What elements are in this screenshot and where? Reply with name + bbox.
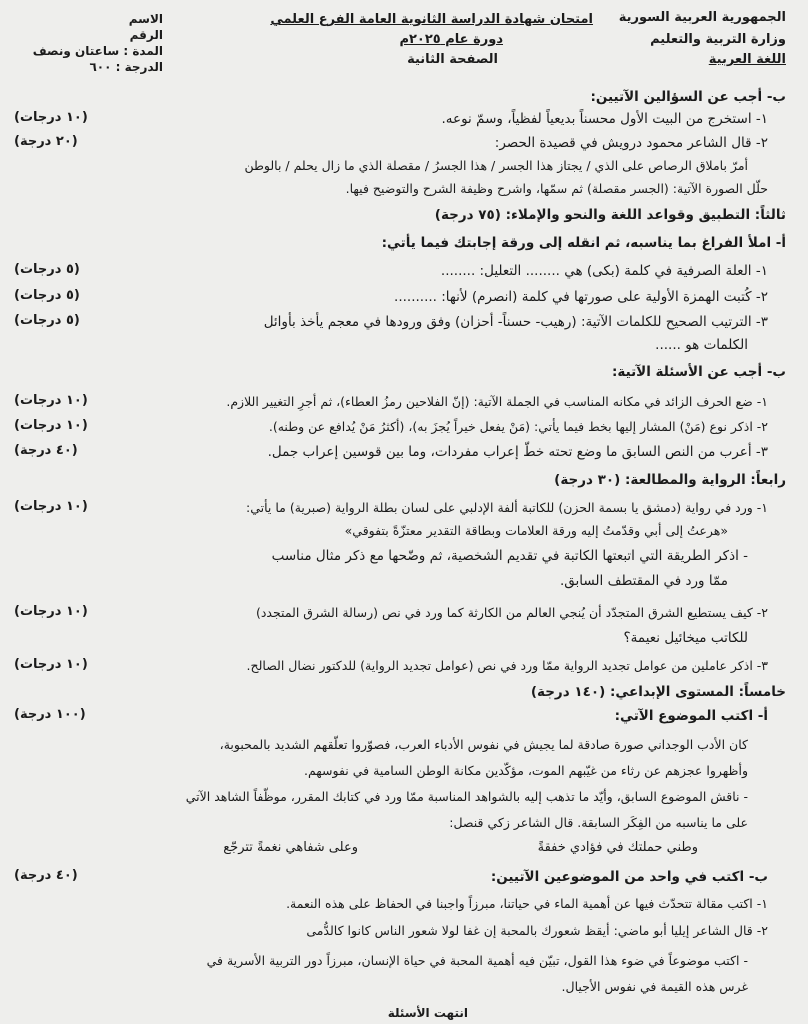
section4-q1-ask: - اذكر الطريقة التي اتبعتها الكاتبة في تقديم الشخصية، ثم وضّحها مع ذكر مثال مناسب <box>271 548 748 564</box>
grade-label: الدرجة : ٦٠٠ <box>89 60 163 74</box>
section3-a1-marks: (٥ درجات) <box>14 262 80 277</box>
section5-a-p4: على ما يناسبه من الفِكَر السابقة. قال الشاعر زكي قنصل: <box>449 815 748 830</box>
section3-a2-marks: (٥ درجات) <box>14 288 80 303</box>
ministry-label: وزارة التربية والتعليم <box>650 32 786 47</box>
question-b2-verse: أمرّ باملاق الرصاص على الذي / يجتاز هذا الجسر / هذا الجسرُ / مقصلة الذي ما زال يحلم / بالوطن <box>244 158 748 173</box>
section4-q1-ask-cont: ممّا ورد في المقتطف السابق. <box>559 573 728 589</box>
section5-title: خامساً: المستوى الإبداعي: (١٤٠ درجة) <box>530 684 786 700</box>
section3-b1: ١- ضع الحرف الزائد في مكانه المناسب في الجملة الآتية: (إنّ الفلاحين رمزُ العطاء)، ثم أجرِ التغيير اللازم. <box>226 394 768 409</box>
section5-b2: ٢- قال الشاعر إيليا أبو ماضي: أيقظ شعورك بالمحبة إن غفا لولا شعور الناس كانوا كالدُّمى <box>306 923 768 938</box>
section4-q2-marks: (١٠ درجات) <box>14 604 88 619</box>
section3-a1: ١- العلة الصرفية في كلمة (بكى) هي ........ التعليل: ........ <box>440 263 768 279</box>
question-b2-instruction: حلّل الصورة الآتية: (الجسر مقصلة) ثم سمّها، واشرح وظيفة الشرح والتوضيح فيها. <box>345 181 768 196</box>
footer-end: انتهت الأسئلة <box>387 1006 468 1020</box>
section5-b1: ١- اكتب مقالة تتحدّث فيها عن أهمية الماء في حياتنا، مبرزاً واجبنا في الحفاظ على هذه النعمة. <box>286 896 768 911</box>
section3-b1-marks: (١٠ درجات) <box>14 393 88 408</box>
page-label: الصفحة الثانية <box>407 52 498 67</box>
section3-part-b-title: ب- أجب عن الأسئلة الآتية: <box>612 364 786 380</box>
section4-q2-cont: للكاتب ميخائيل نعيمة؟ <box>623 630 748 646</box>
section4-q1: ١- ورد في رواية (دمشق يا بسمة الحزن) للكاتبة ألفة الإدلبي على لسان بطلة الرواية (صبرية) ما يأتي: <box>245 500 768 515</box>
section3-b2: ٢- اذكر نوع (مَنْ) المشار إليها بخط فيما يأتي: (مَنْ يفعل خيراً يُجزَ به)، (أكثرُ مَنْ يُدافع عن وطنه). <box>268 419 768 434</box>
exam-title: امتحان شهادة الدراسة الثانوية العامة الفرع العلمي <box>270 12 593 27</box>
section3-b2-marks: (١٠ درجات) <box>14 418 88 433</box>
question-b1-marks: (١٠ درجات) <box>14 110 88 125</box>
section5-a-title: أ- اكتب الموضوع الآتي: <box>614 708 768 724</box>
section4-title: رابعاً: الرواية والمطالعة: (٣٠ درجة) <box>554 472 786 488</box>
section4-q1-quote: «هرعتُ إلى أبي وقدّمتُ إليه ورقة العلامات وبطاقة التقدير معتزّةً بتفوقي» <box>344 523 728 538</box>
section5-a-p3: - ناقش الموضوع السابق، وأيّد ما تذهب إليه بالشواهد المناسبة ممّا ورد في كتابك المقرر، موظّفاً الشاهد الآتي <box>185 789 748 804</box>
section3-a3: ٣- الترتيب الصحيح للكلمات الآتية: (رهيب- حسناً- أحزان) وفق ورودها في معجم يأخذ بأوائل <box>263 314 768 330</box>
section3-a2: ٢- كُتبت الهمزة الأولية على صورتها في كلمة (انصرم) لأنها: .......... <box>394 289 768 305</box>
section3-title: ثالثاً: التطبيق وقواعد اللغة والنحو والإملاء: (٧٥ درجة) <box>434 207 786 223</box>
section4-q2: ٢- كيف يستطيع الشرق المتجدّد أن يُنجي العالم من الكارثة كما ورد في نص (رسالة الشرق المتجدد) <box>255 605 768 620</box>
section3-part-a-title: أ- املأ الفراغ بما يناسبه، ثم انقله إلى ورقة إجابتك فيما يأتي: <box>381 235 786 251</box>
verse-first-hemistich: وطني حملتك في فؤادي خفقةً <box>537 840 698 855</box>
section5-a-marks: (١٠٠ درجة) <box>14 707 86 722</box>
name-label: الاسم <box>128 12 163 26</box>
section5-a-p1: كان الأدب الوجداني صورة صادقة لما يجيش في نفوس الأدباء العرب، فصوّروا تعلّقهم الشديد بالمحبوبة، <box>219 737 748 752</box>
question-b2: ٢- قال الشاعر محمود درويش في قصيدة الحصر: <box>494 135 768 151</box>
section-b-intro: ب- أجب عن السؤالين الآتيين: <box>590 89 786 105</box>
question-b2-marks: (٢٠ درجة) <box>14 134 78 149</box>
section5-b-marks: (٤٠ درجة) <box>14 868 78 883</box>
section5-a-p2: وأظهروا عجزهم عن رثاء من غيّبهم الموت، مؤكّدين مكانة الوطن السامية في نفوسهم. <box>303 763 748 778</box>
duration-label: المدة : ساعتان ونصف <box>32 44 163 58</box>
section3-b3: ٣- أعرب من النص السابق ما وضع تحته خطّ إعراب مفردات، وما بين قوسين إعراب جمل. <box>267 444 768 460</box>
section4-q3: ٣- اذكر عاملين من عوامل تجديد الرواية ممّا ورد في نص (عوامل تجديد الرواية) للدكتور نضال الصالح. <box>246 658 768 673</box>
section4-q1-marks: (١٠ درجات) <box>14 499 88 514</box>
question-b1: ١- استخرج من البيت الأول محسناً بديعياً لفظياً، وسمّ نوعه. <box>441 111 768 127</box>
section5-b2-b: غرس هذه القيمة في نفوس الأجيال. <box>561 979 748 994</box>
section4-q3-marks: (١٠ درجات) <box>14 657 88 672</box>
section3-a3-cont: الكلمات هو ...... <box>655 337 748 353</box>
subject-label: اللغة العربية <box>708 52 786 67</box>
section3-b3-marks: (٤٠ درجة) <box>14 443 78 458</box>
section5-b-title: ب- اكتب في واحد من الموضوعين الآتيين: <box>490 869 768 885</box>
section3-a3-marks: (٥ درجات) <box>14 313 80 328</box>
session-label: دورة عام ٢٠٢٥م <box>399 32 503 47</box>
verse-second-hemistich: وعلى شفاهي نغمةً تترجّع <box>223 840 358 855</box>
section5-b2-a: - اكتب موضوعاً في ضوء هذا القول، تبيّن فيه أهمية المحبة في حياة الإنسان، مبرزاً دور التربية الأسرية في <box>206 953 748 968</box>
republic-label: الجمهورية العربية السورية <box>618 10 786 25</box>
number-label: الرقم <box>129 28 163 42</box>
